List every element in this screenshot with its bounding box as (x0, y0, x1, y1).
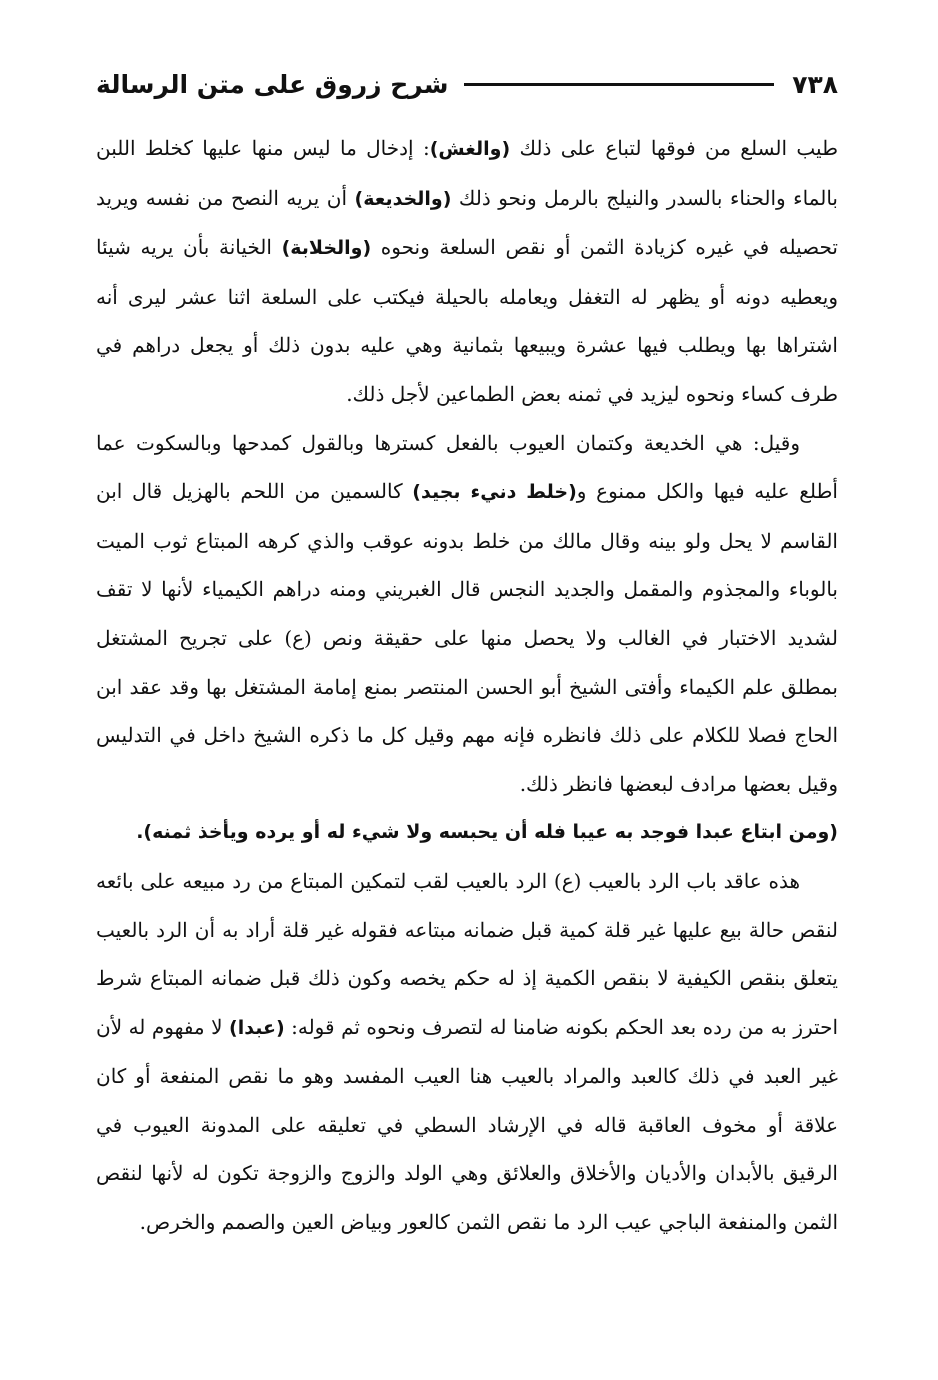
bold-term: (خلط دنيء بجيد) (412, 481, 577, 504)
running-header (96, 62, 838, 106)
text-segment: : إدخال ما ليس منها عليها كخلط اللبن بالماء والحناء بالسدر والنيلج بالرمل ونحو ذلك (96, 136, 839, 210)
commentary-paragraph (96, 857, 838, 1247)
bold-term: (والخلابة) (281, 237, 372, 260)
text-segment: لا مفهوم له لأن غير العبد في ذلك كالعبد والمراد بالعيب هنا العيب المفسد وهو ما نقص المنفعة أو كان علاقة أو مخوف العاقبة قاله في الإرشاد السطي في تعليقه على المدونة العيوب في الرقيق بالأبدان والأديان والأخلاق والعلائق وهي الولد والزوج والزوجة تكون له لأنها لنقص الثمن والمنفعة الباجي عيب الرد ما نقص الثمن كالعور وبياض العين والصمم والخرص. (96, 1014, 838, 1235)
matn-quote-paragraph (96, 808, 838, 857)
text-segment: الخيانة بأن يريه شيئا ويعطيه دونه أو يظهر له التغفل ويعامله بالحيلة فيكتب على السلعة اثنا عشر ليرى أنه اشتراها بها ويطلب فيها عشرة ويبيعها بثمانية وهي عليه بدون ذلك أو يجعل دراهم في طرف كساء ونحوه ليزيد في ثمنه بعض الطماعين لأجل ذلك. (96, 235, 838, 406)
commentary-paragraph (96, 419, 838, 809)
text-segment: وقيل: هي الخديعة وكتمان العيوب بالفعل كسترها وبالقول كمدحها وبالسكوت عما أطلع عليه فيها والكل ممنوع و (96, 430, 838, 504)
text-segment: (ومن ابتاع عبدا فوجد به عيبا فله أن يحبسه ولا شيء له أو يرده ويأخذ ثمنه). (136, 821, 838, 844)
text-segment: كالسمين من اللحم بالهزيل قال ابن القاسم لا يحل ولو بينه وقال مالك من خلط بدونه عوقب والذي كرهه المبتاع ثوب الميت بالوباء والمجذوم والمقمل والجديد النجس قال الغبريني ومنه دراهم الكيمياء لأنها لا تقف لشديد الاختبار في الغالب ولا يحصل منها على حقيقة ونص (ع) على تجريح المشتغل بمطلق علم الكيماء وأفتى الشيخ أبو الحسن المنتصر بمنع إمامة المشتغل بها وقد عقد ابن الحاج فصلا للكلام على ذلك فانظره فإنه مهم وقيل كل ما ذكره الشيخ داخل في التدليس وقيل بعضها مرادف لبعضها فانظر ذلك. (96, 479, 838, 796)
commentary-paragraph (96, 124, 838, 419)
bold-term: (والخديعة) (354, 187, 452, 210)
text-segment: أن يريه النصح من نفسه ويريد تحصيله في غيره كزيادة الثمن أو نقص السلعة ونحوه (96, 185, 838, 260)
text-segment: هذه عاقد باب الرد بالعيب (ع) الرد بالعيب لقب لتمكين المبتاع من رد مبيعه على بائعه لنقص حالة بيع عليها غير قلة كمية قبل ضمانه مبتاعه فقوله غير قلة أراد به أن الرد بالعيب يتعلق بنقص الكيفية لا بنقص الكمية إذ له حكم يخصه وكون ذلك قبل ضمانه المبتاع شرط احترز به من رده بعد الحكم بكونه ضامنا له لتصرف ونحوه ثم قوله: (96, 868, 839, 1039)
text-segment: طيب السلع من فوقها لتباع على ذلك (510, 136, 839, 160)
bold-term: (عبدا) (229, 1016, 285, 1039)
page-number: ٧٣٨ (792, 69, 838, 99)
bold-term: (والغش) (429, 138, 511, 160)
running-title: شرح زروق على متن الرسالة (96, 69, 449, 99)
body-text (96, 124, 838, 1247)
header-rule (464, 83, 774, 86)
